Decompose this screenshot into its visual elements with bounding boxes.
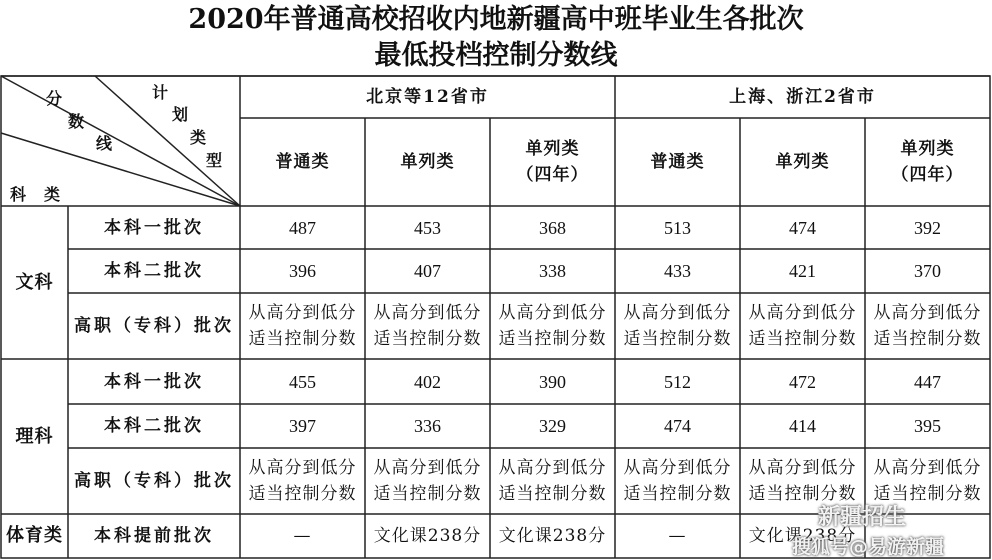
title-line-2: 最低投档控制分数线 (374, 40, 618, 71)
watermark-line-2: 搜狐号@易游新疆 (792, 536, 945, 558)
table-cell: 433 (664, 261, 691, 281)
title-line-1: 2020年普通高校招收内地新疆高中班毕业生各批次 (188, 4, 804, 35)
table-cell: 从高分到低分 适当控制分数 (748, 458, 857, 504)
table-cell: 从高分到低分 适当控制分数 (623, 458, 732, 504)
diag-label-ke: 科 (10, 185, 27, 204)
table-cell: 447 (914, 371, 941, 392)
table-cell: 397 (289, 416, 316, 436)
table-cell: 368 (539, 217, 566, 238)
table-cell: 338 (539, 261, 566, 281)
column-header: 单列类 (775, 152, 830, 172)
table-cell: 文化课238分 (748, 526, 857, 546)
row-label: 本科一批次 (104, 371, 204, 392)
table-cell: 513 (664, 217, 691, 238)
column-header: 普通类 (275, 152, 330, 172)
table-cell: 从高分到低分 适当控制分数 (248, 303, 357, 349)
table-cell: 414 (789, 416, 816, 436)
section-label-like: 理科 (15, 425, 54, 447)
table-cell: 370 (914, 261, 941, 281)
diag-label-lei2: 类 (44, 185, 61, 204)
table-cell: 472 (789, 371, 816, 392)
row-label: 本科一批次 (104, 217, 204, 238)
table-cell: 421 (789, 261, 816, 281)
table-cell: 从高分到低分 适当控制分数 (748, 303, 857, 349)
diag-label-xian: 线 (96, 134, 113, 153)
watermark-line-1: 新疆招生 (818, 505, 907, 530)
table-cell: 文化课238分 (498, 526, 607, 546)
table-cell: 从高分到低分 适当控制分数 (248, 458, 357, 504)
table-cell: 从高分到低分 适当控制分数 (373, 303, 482, 349)
section-label-wenke: 文科 (15, 271, 54, 293)
diag-label-fen: 分 (46, 89, 63, 108)
table-cell: 从高分到低分 适当控制分数 (498, 458, 607, 504)
table-cell: 从高分到低分 适当控制分数 (498, 303, 607, 349)
row-label: 高职（专科）批次 (74, 316, 234, 336)
column-header: 单列类 （四年） (516, 139, 589, 185)
diag-label-xing: 型 (206, 151, 223, 170)
row-label: 本科二批次 (104, 261, 204, 281)
table-cell: 407 (414, 261, 441, 281)
table-cell: 395 (914, 416, 941, 436)
table-cell: 329 (539, 416, 566, 436)
table-cell: 从高分到低分 适当控制分数 (373, 458, 482, 504)
table-cell: 455 (289, 371, 316, 392)
table-cell: 474 (789, 217, 816, 238)
column-header: 单列类 （四年） (891, 139, 964, 185)
table-cell: — (668, 526, 687, 546)
group-header-beijing: 北京等12省市 (366, 87, 489, 107)
table-cell: 453 (414, 217, 441, 238)
row-label: 本科二批次 (104, 416, 204, 436)
row-label: 本科提前批次 (94, 526, 214, 546)
column-header: 普通类 (650, 152, 705, 172)
diag-label-lei: 类 (190, 128, 207, 147)
column-header: 单列类 (400, 152, 455, 172)
table-cell: 文化课238分 (373, 526, 482, 546)
table-cell: 402 (414, 371, 441, 392)
table-cell: 512 (664, 371, 691, 392)
table-cell: 390 (539, 371, 566, 392)
table-cell: 396 (289, 261, 316, 281)
table-cell: 从高分到低分 适当控制分数 (623, 303, 732, 349)
diag-label-ji: 计 (152, 83, 169, 102)
table-cell: 从高分到低分 适当控制分数 (873, 303, 982, 349)
table-cell: 从高分到低分 适当控制分数 (873, 458, 982, 504)
table-cell: 487 (289, 217, 316, 238)
diag-label-shu: 数 (68, 112, 85, 131)
group-header-shanghai: 上海、浙江2省市 (729, 87, 876, 107)
section-label-tiyu: 体育类 (6, 525, 63, 546)
table-cell: — (293, 526, 312, 546)
table-cell: 336 (414, 416, 441, 436)
row-label: 高职（专科）批次 (74, 471, 234, 491)
diag-label-hua: 划 (172, 105, 189, 124)
table-cell: 474 (664, 416, 691, 436)
table-cell: 392 (914, 217, 941, 238)
